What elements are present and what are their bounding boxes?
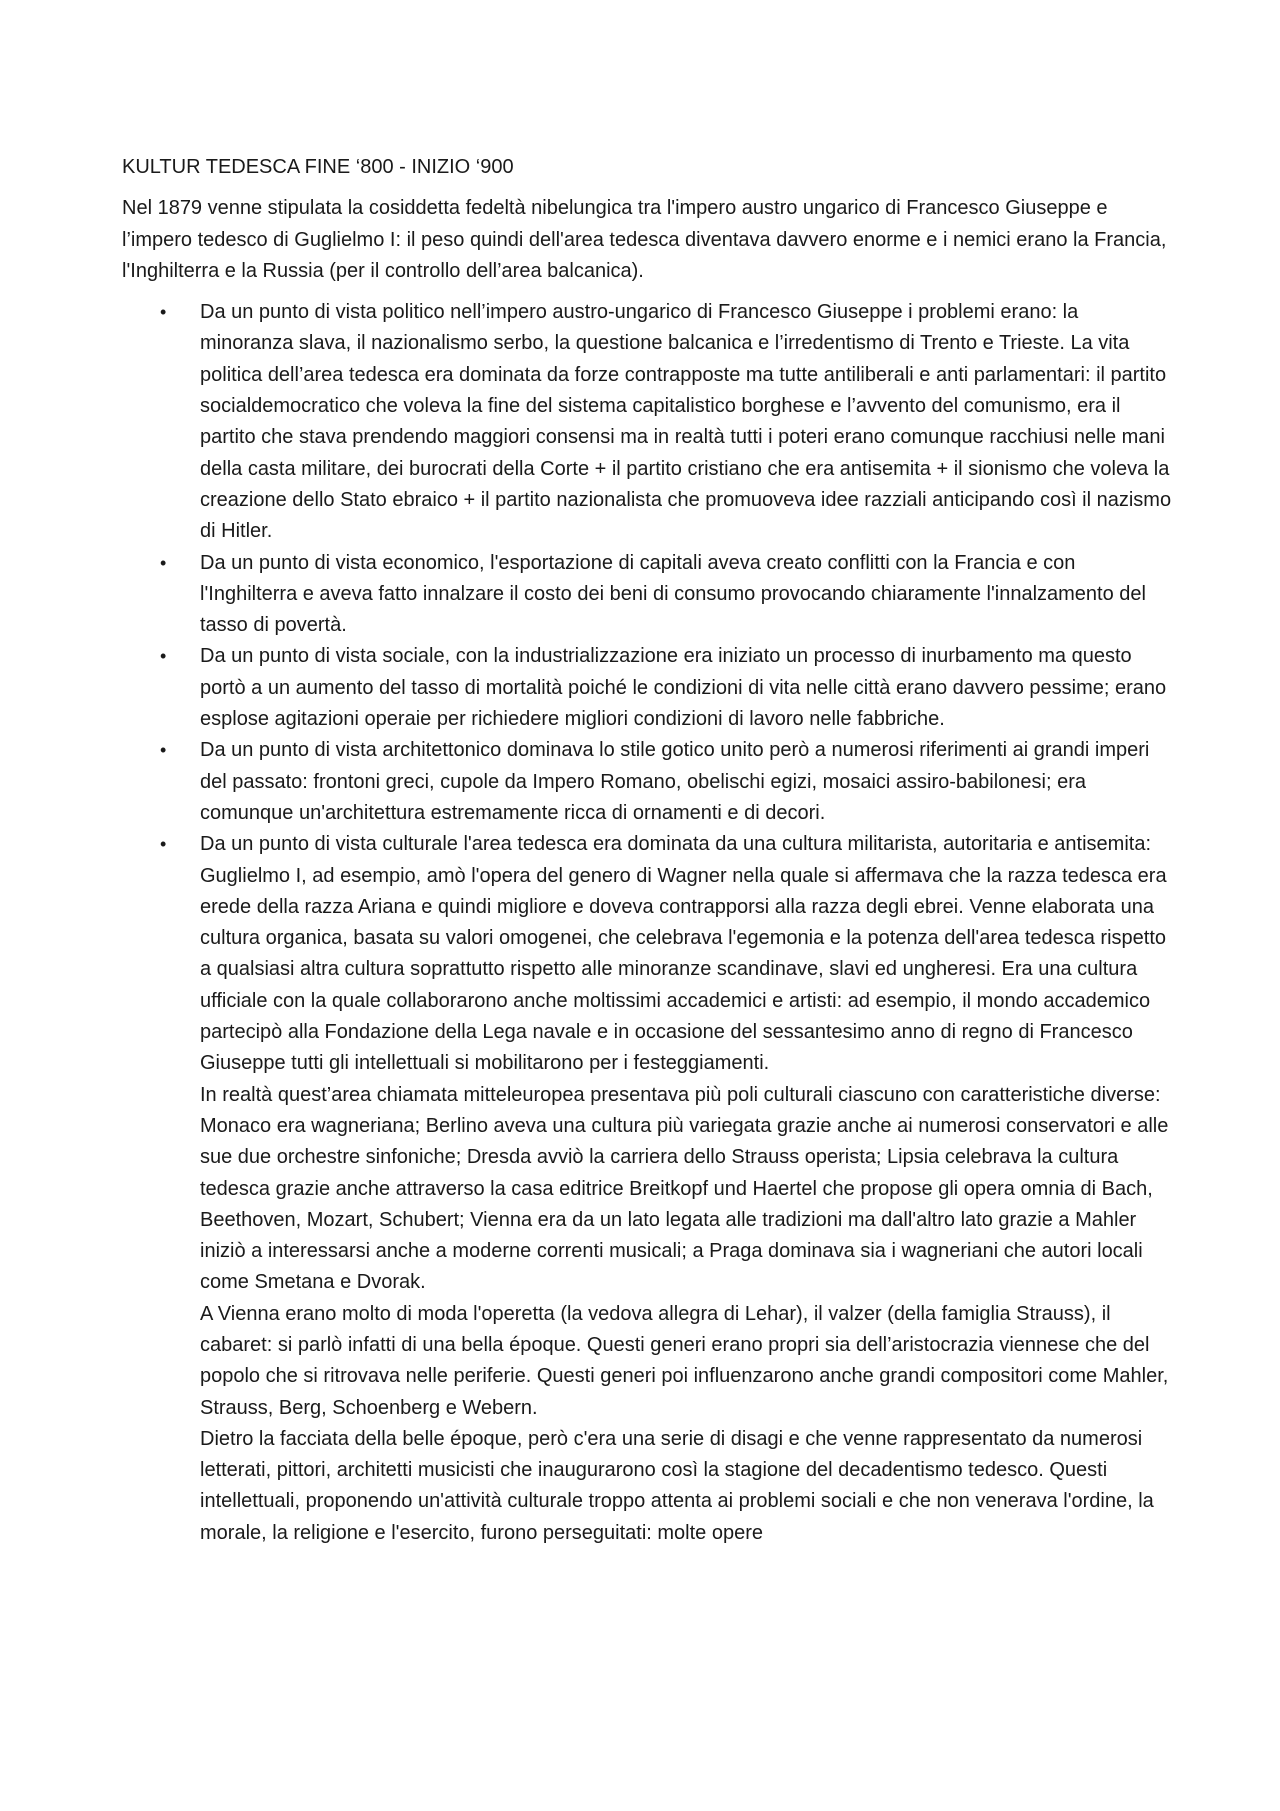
list-item-architecture [122,735,1172,829]
bullet-icon: • [160,302,167,323]
list-item-economy [122,548,1172,642]
list-item-politics [122,297,1172,547]
document-title: KULTUR TEDESCA FINE ‘800 - INIZIO ‘900 [122,156,514,178]
list-item-text: Da un punto di vista politico nell’impero austro-ungarico di Francesco Giuseppe i problemi erano: la minoranza slava, il nazionalismo serbo, la questione balcanica e l’irredentismo di Trento e Trieste. La vita politica dell’area tedesca era dominata da forze contrapposte ma tutte antiliberali e anti parlamentari: il partito socialdemocratico che voleva la fine del sistema capitalistico borghese e l’avvento del comunismo, era il partito che stava prendendo maggiori consensi ma in realtà tutti i poteri erano comunque racchiusi nelle mani della casta militare, dei burocrati della Corte + il partito cristiano che era antisemita + il sionismo che voleva la creazione dello Stato ebraico + il partito nazionalista che promuoveva idee razziali anticipando così il nazismo di Hitler. [200,301,1172,543]
list-item-text: Da un punto di vista culturale l'area tedesca era dominata da una cultura militarista, autoritaria e antisemita: Guglielmo I, ad esempio, amò l'opera del genero di Wagner nella quale si affermava che la razza tedesca era erede della razza Ariana e quindi migliore e doveva contrapporsi alla razza degli ebrei. Venne elaborata una cultura organica, basata su valori omogenei, che celebrava l'egemonia e la potenza dell'area tedesca rispetto a qualsiasi altra cultura soprattutto rispetto alle minoranze scandinave, slavi ed ungheresi. Era una cultura ufficiale con la quale collaborarono anche moltissimi accademici e artisti: ad esempio, il mondo accademico partecipò alla Fondazione della Lega navale e in occasione del sessantesimo anno di regno di Francesco Giuseppe tutti gli intellettuali si mobilitarono per i festeggiamenti. [200,833,1167,1075]
bullet-icon: • [160,552,167,573]
list-item-text: Da un punto di vista sociale, con la industrializzazione era iniziato un processo di inurbamento ma questo portò a un aumento del tasso di mortalità poiché le condizioni di vita nelle città erano davvero pessime; erano esplose agitazioni operaie per richiedere migliori condizioni di lavoro nelle fabbriche. [200,645,1167,731]
intro-paragraph: Nel 1879 venne stipulata la cosiddetta fedeltà nibelungica tra l'impero austro ungarico di Francesco Giuseppe e l’impero tedesco di Guglielmo I: il peso quindi dell'area tedesca diventava davvero enorme e i nemici erano la Francia, l'Inghilterra e la Russia (per il controllo dell’area balcanica). [122,197,1167,282]
bullet-icon: • [160,834,167,855]
list-item-society [122,641,1172,735]
list-item-culture [122,829,1172,1549]
bullet-icon: • [160,740,167,761]
bullet-icon: • [160,646,167,667]
culture-continuation-poles: In realtà quest’area chiamata mitteleuropea presentava più poli culturali ciascuno con caratteristiche diverse: Monaco era wagneriana; Berlino aveva una cultura più variegata grazie anche ai numerosi conservatori e alle sue due orchestre sinfoniche; Dresda avviò la carriera dello Strauss operista; Lipsia celebrava la cultura tedesca grazie anche attraverso la casa editrice Breitkopf und Haertel che propose gli opera omnia di Bach, Beethoven, Mozart, Schubert; Vienna era da un lato legata alle tradizioni ma dall'altro lato grazie a Mahler iniziò a interessarsi anche a moderne correnti musicali; a Praga dominava sia i wagneriani che autori locali come Smetana e Dvorak. [200,1083,1169,1294]
bullet-list [122,297,1172,1549]
document-page [122,152,1172,1549]
list-item-text: Da un punto di vista architettonico dominava lo stile gotico unito però a numerosi riferimenti ai grandi imperi del passato: frontoni greci, cupole da Impero Romano, obelischi egizi, mosaici assiro-babilonesi; era comunque un'architettura estremamente ricca di ornamenti e di decori. [200,739,1150,824]
list-item-text: Da un punto di vista economico, l'esportazione di capitali aveva creato conflitti con la Francia e con l'Inghilterra e aveva fatto innalzare il costo dei beni di consumo provocando chiaramente l'innalzamento del tasso di povertà. [200,551,1146,637]
culture-continuation-decadentism: Dietro la facciata della belle époque, però c'era una serie di disagi e che venne rappresentato da numerosi letterati, pittori, architetti musicisti che inaugurarono così la stagione del decadentismo tedesco. Questi intellettuali, proponendo un'attività culturale troppo attenta ai problemi sociali e che non venerava l'ordine, la morale, la religione e l'esercito, furono perseguitati: molte opere [200,1427,1154,1544]
culture-continuation-vienna: A Vienna erano molto di moda l'operetta (la vedova allegra di Lehar), il valzer (della famiglia Strauss), il cabaret: si parlò infatti di una bella époque. Questi generi erano propri sia dell’aristocrazia viennese che del popolo che si ritrovava nelle periferie. Questi generi poi influenzarono anche grandi compositori come Mahler, Strauss, Berg, Schoenberg e Webern. [200,1302,1169,1419]
